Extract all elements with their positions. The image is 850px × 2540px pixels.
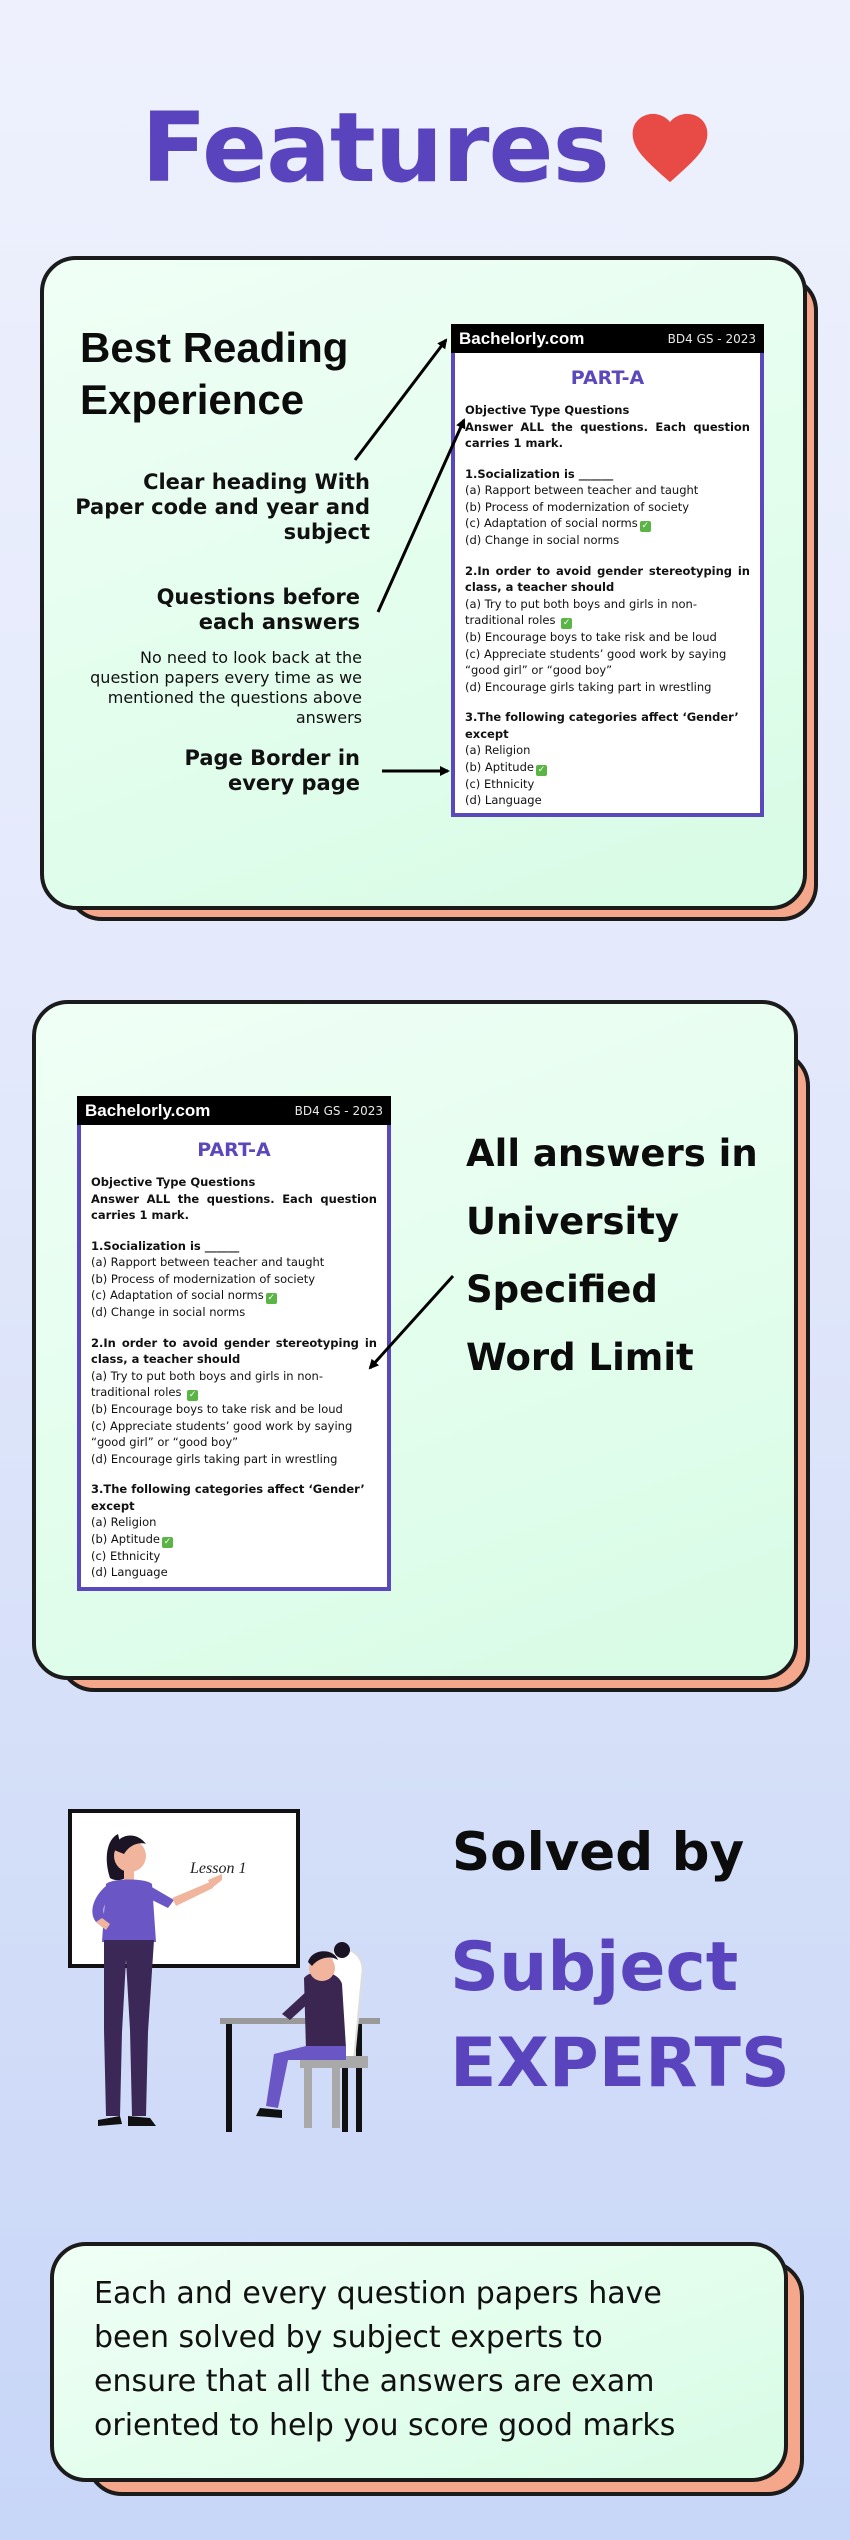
- description-line2: been solved by subject experts to: [94, 2320, 603, 2355]
- option: (a) Religion: [465, 743, 531, 757]
- description-text: [94, 2272, 784, 2448]
- option: (c) Ethnicity: [465, 776, 535, 791]
- arrow-to-questions: [378, 420, 464, 612]
- paper-part: PART-A: [197, 1139, 271, 1161]
- teacher-student-illustration: [50, 1800, 410, 2160]
- subject-experts-text: [450, 1920, 790, 2112]
- solved-by-text: Solved by: [452, 1822, 745, 1883]
- question-2: 2.In order to avoid gender stereotyping in class, a teacher should: [91, 1335, 377, 1366]
- option: (c) Appreciate students’ good work by saying “good girl” or “good boy”: [91, 1418, 353, 1449]
- word-limit-line1: All answers in: [466, 1132, 758, 1175]
- note-questions: No need to look back at the question papers every time as we mentioned the questions above answers: [90, 648, 362, 727]
- option: (d) Language: [91, 1565, 168, 1579]
- check-icon: ✓: [188, 1390, 197, 1400]
- option: (a) Religion: [91, 1515, 157, 1529]
- paper-part: PART-A: [570, 367, 645, 389]
- option: (d) Change in social norms: [91, 1305, 246, 1319]
- question-2: 2.In order to avoid gender stereotyping in class, a teacher should: [465, 563, 750, 594]
- paper-header: [77, 1096, 391, 1125]
- card2-arrow: [0, 1200, 850, 1400]
- paper-section: Objective Type Questions: [91, 1175, 256, 1189]
- check-icon: ✓: [537, 764, 546, 775]
- experts-line: EXPERTS: [450, 2024, 790, 2103]
- arrow-to-header: [355, 340, 446, 460]
- option: (b) Encourage boys to take risk and be loud: [91, 1402, 343, 1416]
- description-line3: ensure that all the answers are exam: [94, 2364, 655, 2399]
- check-icon: ✓: [267, 1293, 275, 1303]
- question-3: 3.The following categories affect ‘Gender’ except: [465, 710, 739, 741]
- word-limit-line2: University: [466, 1200, 680, 1243]
- student-figure: [220, 1942, 380, 2132]
- card1-title-line1: Best Reading: [80, 324, 349, 371]
- check-icon: ✓: [562, 618, 571, 628]
- card1-title-line2: Experience: [80, 376, 305, 423]
- option-correct: (c) Adaptation of social norms ✓: [91, 1288, 275, 1303]
- card1-arrows: [0, 0, 850, 950]
- option: (c) Appreciate students’ good work by saying “good girl” or “good boy”: [465, 646, 727, 677]
- option-correct: (a) Try to put both boys and girls in non-traditional roles ✓: [91, 1368, 323, 1400]
- option: (a) Rapport between teacher and taught: [465, 483, 699, 497]
- label-heading: Clear heading With Paper code and year and subject: [75, 470, 370, 544]
- paper-code: BD4 GS - 2023: [667, 331, 756, 346]
- option: (b) Encourage boys to take risk and be loud: [465, 630, 717, 644]
- option-correct: (c) Adaptation of social norms ✓: [465, 516, 649, 531]
- page-title: Features: [141, 91, 609, 204]
- option-correct: (b) Aptitude ✓: [91, 1531, 172, 1547]
- check-icon: ✓: [163, 1536, 172, 1547]
- paper-code: BD4 GS - 2023: [294, 1103, 383, 1118]
- question-1: 1.Socialization is ______: [91, 1238, 240, 1253]
- question-1: 1.Socialization is ______: [465, 466, 614, 481]
- label-questions: Questions before each answers: [156, 585, 360, 634]
- label-page-border: Page Border in every page: [184, 746, 360, 795]
- option-correct: (a) Try to put both boys and girls in non-traditional roles ✓: [465, 596, 697, 628]
- board-text: Lesson 1: [190, 1860, 247, 1877]
- option: (d) Change in social norms: [465, 533, 620, 547]
- paper-instruction: Answer ALL the questions. Each question carries 1 mark.: [91, 1191, 377, 1222]
- description-line4: oriented to help you score good marks: [94, 2408, 676, 2443]
- paper-brand: Bachelorly.com: [459, 328, 585, 348]
- question-3: 3.The following categories affect ‘Gender’ except: [91, 1482, 365, 1513]
- option: (c) Ethnicity: [91, 1548, 161, 1563]
- word-limit-line3: Specified: [466, 1268, 658, 1311]
- paper-instruction: Answer ALL the questions. Each question carries 1 mark.: [465, 419, 750, 450]
- option: (b) Process of modernization of society: [465, 499, 690, 514]
- paper-section: Objective Type Questions: [465, 403, 630, 417]
- subject-line: Subject: [450, 1928, 739, 2007]
- option: (b) Process of modernization of society: [91, 1271, 316, 1286]
- description-line1: Each and every question papers have: [94, 2276, 662, 2311]
- check-icon: ✓: [641, 521, 649, 531]
- option-correct: (b) Aptitude ✓: [465, 759, 546, 775]
- word-limit-line4: Word Limit: [466, 1336, 694, 1379]
- paper-brand: Bachelorly.com: [85, 1100, 211, 1120]
- option: (d) Encourage girls taking part in wrestling: [465, 679, 712, 694]
- option: (d) Encourage girls taking part in wrestling: [91, 1451, 338, 1466]
- arrow-to-answer: [370, 1276, 453, 1368]
- option: (d) Language: [465, 793, 542, 807]
- option: (a) Rapport between teacher and taught: [91, 1255, 325, 1269]
